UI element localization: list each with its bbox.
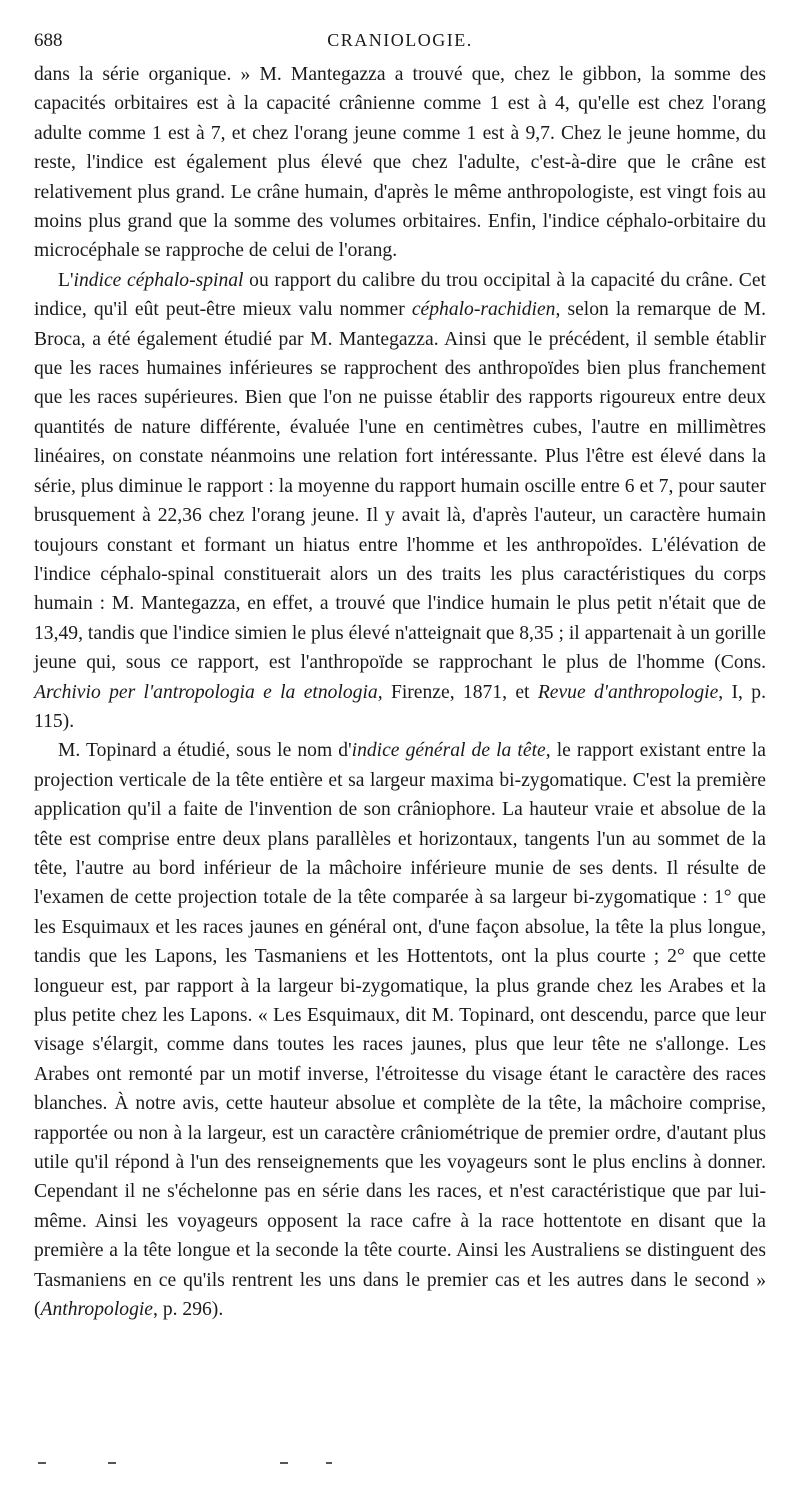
text-run: M. Topinard a étudié, sous le nom d' <box>58 740 352 762</box>
italic-text: Revue d'anthropologie <box>537 681 719 703</box>
body-text <box>34 60 766 1324</box>
page-number: 688 <box>34 30 63 51</box>
text-run: , I, p. 115). <box>34 681 766 732</box>
text-run: Firenze, 1871, et <box>382 681 538 703</box>
italic-text: indice céphalo-spinal <box>73 269 244 291</box>
foot-dash <box>108 1462 116 1464</box>
text-run: ou rapport du calibre du trou occipital à la capacité du crâne. Cet indice, qu'il eût peut-être mieux valu nommer <box>34 269 766 321</box>
paragraph <box>34 266 766 737</box>
italic-text: Anthropologie <box>40 1299 154 1321</box>
book-page <box>34 30 766 1324</box>
text-run: , le rapport existant entre la projection verticale de la tête entière et sa largeur maxima bi-zygomatique. C'est la première application qu'il a faite de l'invention de son crâniophore. La hauteur vraie et absolue de la tête est comprise entre deux plans parallèles et horizontaux, tangents l'un au sommet de la tête, l'autre au bord inférieur de la mâchoire inférieure munie de ses dents. Il résulte de l'examen de cette projection totale de la tête comparée à sa largeur bi-zygomatique : 1° que les Esquimaux et les races jaunes en général ont, d'une façon absolue, la tête la plus longue, tandis que les Lapons, les Tasmaniens et les Hottentots, ont la plus courte ; 2° que cette longueur est, par rapport à la largeur bi-zygomatique, la plus grande chez les Arabes et la plus petite chez les Lapons. « Les Esquimaux, dit M. Topinard, ont descendu, parce que leur visage s'élargit, comme dans toutes les races jaunes, plus que leur tête ne s'allonge. Les Arabes ont remonté par un motif inverse, l'étroitesse du visage étant le caractère des races blanches. À notre avis, cette hauteur absolue et complète de la tête, la mâchoire comprise, rapportée ou non à la largeur, est un caractère crâniométrique de premier ordre, d'autant plus utile qu'il répond à l'un des renseignements que les voyageurs sont le plus enclins à donner. Cependant il ne s'échelonne pas en série dans les races, et n'est caractéristique que par lui-même. Ainsi les voyageurs opposent la race cafre à la race hottentote en disant que la première a la tête longue et la seconde la tête courte. Ainsi les Australiens se distinguent des Tasmaniens en ce qu'ils rentrent les uns dans le premier cas et les autres dans le second » ( <box>34 740 767 1321</box>
running-title: CRANIOLOGIE. <box>327 30 473 50</box>
foot-dash <box>326 1462 332 1464</box>
text-run: dans la série organique. » M. Mantegazza a trouvé que, chez le gibbon, la somme des capacités orbitaires est à la capacité crânienne comme 1 est à 4, qu'elle est chez l'orang adulte comme 1 est à 7, et chez l'orang jeune comme 1 est à 9,7. Chez le jeune homme, du reste, l'indice est également plus élevé que chez l'adulte, c'est-à-dire que le crâne est relativement plus grand. Le crâne humain, d'après le même anthropologiste, est vingt fois au moins plus grand que la somme des volumes orbitaires. Enfin, l'indice céphalo-orbitaire du microcéphale se rapproche de celui de l'orang. <box>34 64 766 262</box>
paragraph <box>34 736 766 1324</box>
foot-dash <box>38 1462 46 1464</box>
italic-text: indice général de la tête <box>351 740 546 762</box>
italic-text: Archivio per l'antropologia e la etnologia, <box>34 681 383 703</box>
paragraph <box>34 60 766 266</box>
text-run: , p. 296). <box>153 1299 224 1321</box>
italic-text: céphalo-rachidien <box>411 299 556 321</box>
running-head <box>34 30 766 60</box>
foot-dash <box>280 1462 288 1464</box>
text-run: , selon la remarque de M. Broca, a été également étudié par M. Mantegazza. Ainsi que le précédent, il semble établir que les races humaines inférieures se rapprochent des anthropoïdes bien plus franchement que les races supérieures. Bien que l'on ne puisse établir des rapports rigoureux entre deux quantités de nature différente, évaluée l'une en centimètres cubes, l'autre en millimètres linéaires, on constate néanmoins une relation fort intéressante. Plus l'être est élevé dans la série, plus diminue le rapport : la moyenne du rapport humain oscille entre 6 et 7, pour sauter brusquement à 22,36 chez l'orang jeune. Il y avait là, d'après l'auteur, un caractère humain toujours constant et formant un hiatus entre l'homme et les anthropoïdes. L'élévation de l'indice céphalo-spinal constituerait alors un des traits les plus caractéristiques du corps humain : M. Mantegazza, en effet, a trouvé que l'indice humain le plus petit n'était que de 13,49, tandis que l'indice simien le plus élevé n'atteignait que 8,35 ; il appartenait à un gorille jeune qui, sous ce rapport, est l'anthropoïde se rapprochant le plus de l'homme (Cons. <box>34 299 767 674</box>
page-foot-marks <box>34 1462 766 1468</box>
text-run: L' <box>58 269 74 291</box>
